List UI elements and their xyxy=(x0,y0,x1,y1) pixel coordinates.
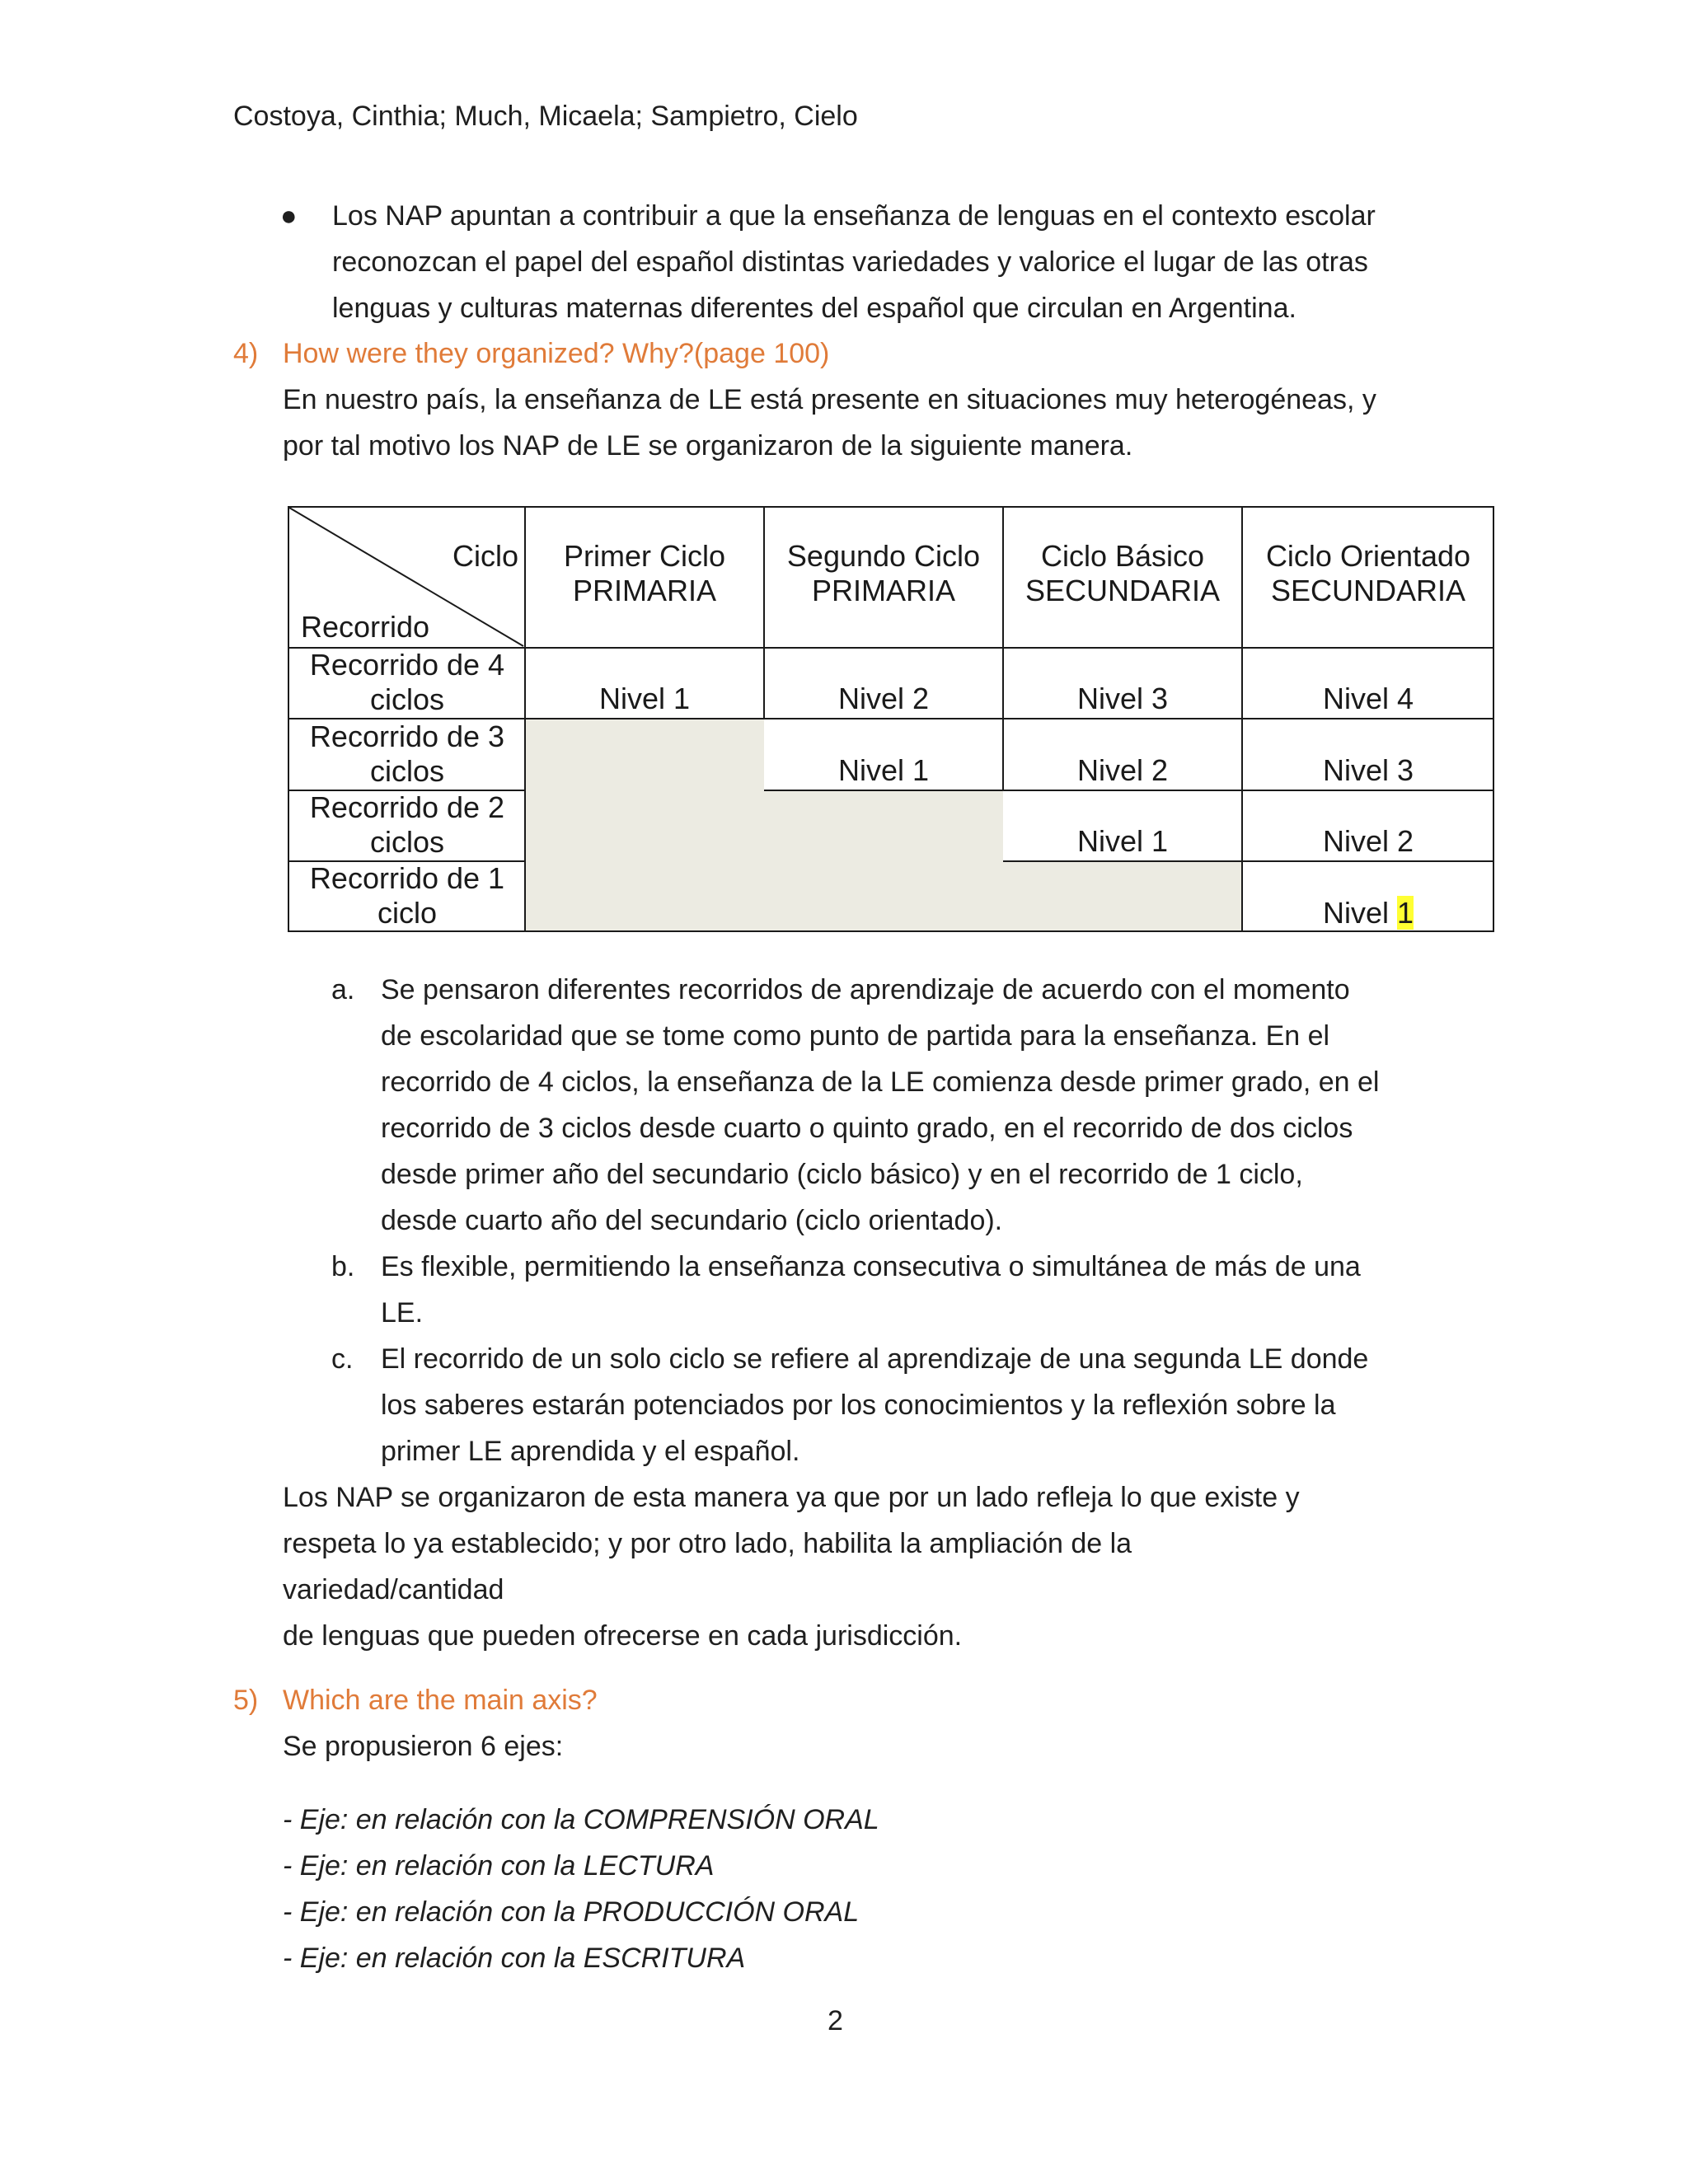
table-cell: Nivel 3 xyxy=(1322,753,1414,787)
row-label-line: Recorrido de 4 xyxy=(309,648,505,682)
axis-item: - Eje: en relación con la COMPRENSIÓN ORAL xyxy=(283,1804,879,1835)
bullet-line: reconozcan el papel del español distintas variedades y valorice el lugar de las otras xyxy=(332,246,1368,278)
table-cell: Nivel 1 xyxy=(837,753,930,787)
col-header-line: PRIMARIA xyxy=(572,574,717,607)
table-empty-fill xyxy=(525,861,1242,932)
recorridos-table xyxy=(288,506,1494,932)
corner-label-ciclo: Ciclo xyxy=(452,539,518,573)
table-divider xyxy=(764,790,1494,791)
item-line: desde primer año del secundario (ciclo básico) y en el recorrido de 1 ciclo, xyxy=(381,1159,1303,1190)
item-c-letter: c. xyxy=(331,1343,354,1375)
table-empty-fill xyxy=(525,790,1003,861)
question-4-title: How were they organized? Why?(page 100) xyxy=(283,338,830,369)
row-label-line: ciclo xyxy=(377,896,438,930)
table-cell: Nivel 1 xyxy=(598,682,691,715)
table-cell: Nivel 3 xyxy=(1076,682,1169,715)
question-4-number: 4) xyxy=(233,338,259,369)
bullet-line: Los NAP apuntan a contribuir a que la enseñanza de lenguas en el contexto escolar xyxy=(332,200,1376,232)
table-cell-prefix: Nivel xyxy=(1322,896,1397,930)
bullet-paragraph xyxy=(332,193,1376,331)
highlighted-number: 1 xyxy=(1397,896,1414,930)
question-5-title: Which are the main axis? xyxy=(283,1685,598,1716)
item-c-text xyxy=(381,1336,1368,1474)
table-cell: Nivel 2 xyxy=(1322,824,1414,858)
item-line: Es flexible, permitiendo la enseñanza consecutiva o simultánea de más de una xyxy=(381,1251,1361,1282)
item-line: LE. xyxy=(381,1297,424,1329)
row-label-line: ciclos xyxy=(369,682,445,716)
row-label-line: Recorrido de 3 xyxy=(309,719,505,753)
axis-item: - Eje: en relación con la LECTURA xyxy=(283,1850,715,1882)
table-cell: Nivel 1 xyxy=(1076,824,1169,858)
item-b-text xyxy=(381,1244,1361,1336)
corner-label-recorrido: Recorrido xyxy=(301,610,430,644)
conclusion-line: de lenguas que pueden ofrecerse en cada jurisdicción. xyxy=(283,1620,963,1652)
item-line: Se pensaron diferentes recorridos de aprendizaje de acuerdo con el momento xyxy=(381,974,1350,1005)
row-label-line: Recorrido de 2 xyxy=(309,790,505,824)
col-header xyxy=(1242,539,1494,608)
axis-item: - Eje: en relación con la PRODUCCIÓN ORAL xyxy=(283,1896,860,1928)
row-label xyxy=(289,790,525,860)
col-header-line: Ciclo Básico xyxy=(1040,539,1205,573)
table-cell: Nivel 4 xyxy=(1322,682,1414,715)
row-label xyxy=(289,719,525,789)
page-header-authors: Costoya, Cinthia; Much, Micaela; Sampietro, Cielo xyxy=(233,101,858,132)
col-header-line: SECUNDARIA xyxy=(1025,574,1221,607)
table-border xyxy=(288,930,1494,932)
item-b-letter: b. xyxy=(331,1251,355,1282)
intro-line: En nuestro país, la enseñanza de LE está presente en situaciones muy heterogéneas, y xyxy=(283,384,1376,415)
page-number: 2 xyxy=(828,2005,843,2036)
row-label-line: Recorrido de 1 xyxy=(309,861,505,895)
bullet-dot-icon: ● xyxy=(280,200,298,232)
item-line: desde cuarto año del secundario (ciclo orientado). xyxy=(381,1205,1003,1236)
item-line: los saberes estarán potenciados por los conocimientos y la reflexión sobre la xyxy=(381,1390,1336,1421)
bullet-line: lenguas y culturas maternas diferentes del español que circulan en Argentina. xyxy=(332,293,1296,324)
col-header-line: PRIMARIA xyxy=(811,574,956,607)
col-header xyxy=(525,539,764,608)
col-header-line: Segundo Ciclo xyxy=(786,539,981,573)
item-line: recorrido de 3 ciclos desde cuarto o quinto grado, en el recorrido de dos ciclos xyxy=(381,1113,1353,1144)
item-line: de escolaridad que se tome como punto de partida para la enseñanza. En el xyxy=(381,1020,1330,1052)
item-a-text xyxy=(381,967,1379,1244)
col-header xyxy=(764,539,1003,608)
row-label xyxy=(289,861,525,930)
axis-item: - Eje: en relación con la ESCRITURA xyxy=(283,1943,746,1974)
row-label xyxy=(289,648,525,717)
table-divider xyxy=(1003,860,1494,862)
item-line: primer LE aprendida y el español. xyxy=(381,1436,800,1467)
table-cell: Nivel 2 xyxy=(1076,753,1169,787)
item-a-letter: a. xyxy=(331,974,355,1005)
table-cell: Nivel 2 xyxy=(837,682,930,715)
item-line: recorrido de 4 ciclos, la enseñanza de la LE comienza desde primer grado, en el xyxy=(381,1066,1380,1098)
row-label-line: ciclos xyxy=(369,825,445,859)
question-5-number: 5) xyxy=(233,1685,259,1716)
table-border xyxy=(288,506,1494,508)
col-header-line: SECUNDARIA xyxy=(1270,574,1466,607)
conclusion-line: respeta lo ya establecido; y por otro lado, habilita la ampliación de la xyxy=(283,1528,1132,1559)
col-header-line: Primer Ciclo xyxy=(563,539,725,573)
table-cell xyxy=(1242,896,1494,930)
question-5-intro: Se propusieron 6 ejes: xyxy=(283,1731,564,1762)
col-header-line: Ciclo Orientado xyxy=(1265,539,1471,573)
conclusion-line: variedad/cantidad xyxy=(283,1574,504,1605)
question-4-intro xyxy=(283,377,1376,469)
intro-line: por tal motivo los NAP de LE se organizaron de la siguiente manera. xyxy=(283,430,1133,462)
conclusion-line: Los NAP se organizaron de esta manera ya que por un lado refleja lo que existe y xyxy=(283,1482,1300,1513)
item-line: El recorrido de un solo ciclo se refiere al aprendizaje de una segunda LE donde xyxy=(381,1343,1369,1375)
axes-list xyxy=(283,1797,879,1981)
col-header xyxy=(1003,539,1242,608)
table-empty-fill xyxy=(525,719,764,790)
question-4-conclusion xyxy=(283,1474,1300,1659)
row-label-line: ciclos xyxy=(369,754,445,788)
